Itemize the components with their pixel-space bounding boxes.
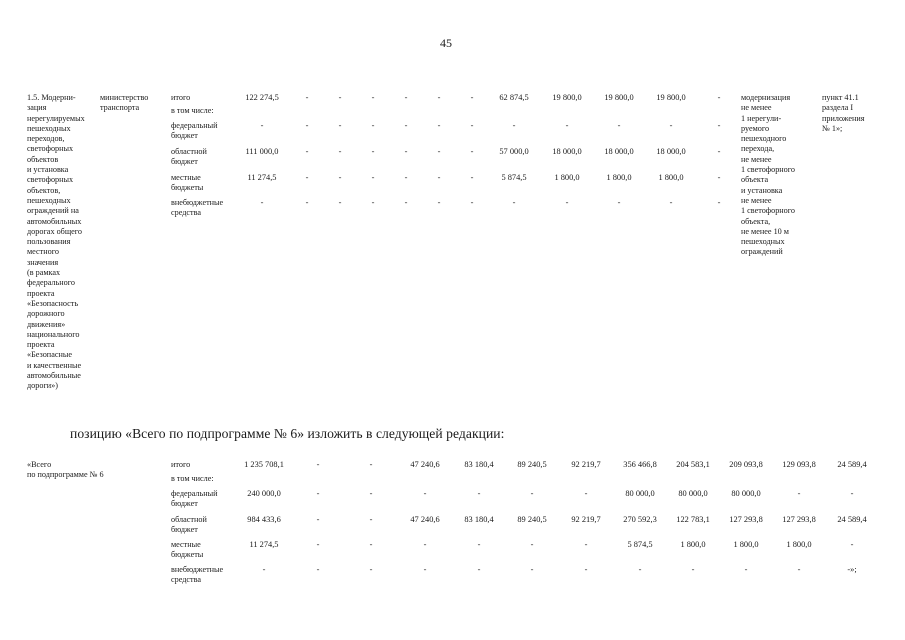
row-label: внебюджетные средства xyxy=(171,565,224,585)
table-cell: - xyxy=(477,540,481,549)
table-cell: 18 000,0 xyxy=(656,147,686,156)
table-cell: - xyxy=(530,565,534,574)
table-cell: 47 240,6 xyxy=(410,515,440,524)
table-cell: - xyxy=(369,540,373,549)
row-label: внебюджетные средства xyxy=(171,198,224,218)
table-cell: - xyxy=(470,147,474,156)
table-cell: 80 000,0 xyxy=(731,489,761,498)
table-cell: - xyxy=(797,565,801,574)
table-cell: - xyxy=(470,121,474,130)
table-cell: 1 800,0 xyxy=(733,540,759,549)
table-cell: - xyxy=(371,173,375,182)
table-cell: - xyxy=(371,121,375,130)
table-cell: 1 800,0 xyxy=(786,540,812,549)
table-cell: 11 274,5 xyxy=(249,540,279,549)
table-cell: 127 293,8 xyxy=(782,515,816,524)
table-cell: - xyxy=(850,540,854,549)
table-cell: - xyxy=(797,489,801,498)
row-label: местные бюджеты xyxy=(171,173,204,193)
table-cell: - xyxy=(437,198,441,207)
table-cell: 89 240,5 xyxy=(517,460,547,469)
table-cell: - xyxy=(584,489,588,498)
table-cell: - xyxy=(316,460,320,469)
table-cell: - xyxy=(316,540,320,549)
table-cell: - xyxy=(584,540,588,549)
table-cell: - xyxy=(477,489,481,498)
table-cell: 19 800,0 xyxy=(552,93,582,102)
table-cell: 47 240,6 xyxy=(410,460,440,469)
table-cell: - xyxy=(850,489,854,498)
table-cell: 209 093,8 xyxy=(729,460,763,469)
table-cell: - xyxy=(404,198,408,207)
table-cell: 11 274,5 xyxy=(247,173,277,182)
table-cell: - xyxy=(404,121,408,130)
table-cell: - xyxy=(717,147,721,156)
table-cell: - xyxy=(338,93,342,102)
table-cell: 19 800,0 xyxy=(656,93,686,102)
table-cell: 57 000,0 xyxy=(499,147,529,156)
table-cell: 204 583,1 xyxy=(676,460,710,469)
table-cell: - xyxy=(437,93,441,102)
table-cell: - xyxy=(617,121,621,130)
table-cell: - xyxy=(338,121,342,130)
table-cell: - xyxy=(717,173,721,182)
table-cell: - xyxy=(437,121,441,130)
table-cell: 1 800,0 xyxy=(554,173,580,182)
page-number: 45 xyxy=(440,36,452,50)
table-cell: 270 592,3 xyxy=(623,515,657,524)
table-cell: - xyxy=(371,147,375,156)
table-cell: 1 800,0 xyxy=(606,173,632,182)
table-cell: - xyxy=(617,198,621,207)
table-cell: 92 219,7 xyxy=(571,515,601,524)
table-cell: 24 589,4 xyxy=(837,515,867,524)
table-cell: - xyxy=(404,93,408,102)
table-cell: - xyxy=(260,121,264,130)
measure-name: 1.5. Модерни- зация нерегулируемых пешеходных переходов, светофорных объектов и установка светофорных объектов, пешеходных ограждений на автомобильных дорогах общего пользования местного значения (в рамках федерального проекта «Безопасность дорожного движения» национального проекта «Безопасные и качественные автомобильные дороги») xyxy=(27,93,85,391)
table-cell: - xyxy=(316,489,320,498)
table-cell: 1 800,0 xyxy=(680,540,706,549)
table-cell: - xyxy=(371,93,375,102)
table-cell: 80 000,0 xyxy=(678,489,708,498)
table-cell: - xyxy=(305,93,309,102)
expected-result: модернизация не менее 1 нерегули- руемого пешеходного перехода, не менее 1 светофорного объекта и установка не менее 1 светофорного объекта, не менее 10 м пешеходных ограждений xyxy=(741,93,796,257)
table-cell: - xyxy=(338,173,342,182)
table-cell: - xyxy=(305,121,309,130)
table-cell: - xyxy=(369,565,373,574)
table-cell: -»; xyxy=(847,565,857,574)
table-cell: - xyxy=(584,565,588,574)
table-cell: - xyxy=(638,565,642,574)
table-cell: 127 293,8 xyxy=(729,515,763,524)
table-cell: 129 093,8 xyxy=(782,460,816,469)
table-cell: - xyxy=(512,198,516,207)
table-cell: 356 466,8 xyxy=(623,460,657,469)
instruction-text: позицию «Всего по подпрограмме № 6» изложить в следующей редакции: xyxy=(70,426,505,441)
table-cell: - xyxy=(305,147,309,156)
table-cell: - xyxy=(369,489,373,498)
table-cell: - xyxy=(371,198,375,207)
table-cell: - xyxy=(316,515,320,524)
table-cell: 111 000,0 xyxy=(245,147,279,156)
table-cell: - xyxy=(530,540,534,549)
table-cell: 122 274,5 xyxy=(245,93,279,102)
table-cell: 80 000,0 xyxy=(625,489,655,498)
table-cell: - xyxy=(565,121,569,130)
table-cell: - xyxy=(717,93,721,102)
table-cell: 984 433,6 xyxy=(247,515,281,524)
row-label: итого xyxy=(171,460,191,469)
table-cell: 240 000,0 xyxy=(247,489,281,498)
table-cell: - xyxy=(717,121,721,130)
table-cell: 19 800,0 xyxy=(604,93,634,102)
table-cell: 92 219,7 xyxy=(571,460,601,469)
table-cell: - xyxy=(423,489,427,498)
table-cell: - xyxy=(260,198,264,207)
table-cell: - xyxy=(565,198,569,207)
table-cell: - xyxy=(338,198,342,207)
table-cell: - xyxy=(437,173,441,182)
table-cell: 5 874,5 xyxy=(501,173,527,182)
table-cell: - xyxy=(369,515,373,524)
table-cell: 83 180,4 xyxy=(464,515,494,524)
table-cell: 18 000,0 xyxy=(604,147,634,156)
table-cell: - xyxy=(369,460,373,469)
table-cell: 62 874,5 xyxy=(499,93,529,102)
table-cell: - xyxy=(470,93,474,102)
table-cell: - xyxy=(423,565,427,574)
table-cell: - xyxy=(404,173,408,182)
table-cell: 122 783,1 xyxy=(676,515,710,524)
table-cell: - xyxy=(669,198,673,207)
table-cell: - xyxy=(404,147,408,156)
table-cell: - xyxy=(744,565,748,574)
table-cell: - xyxy=(262,565,266,574)
table-cell: - xyxy=(470,198,474,207)
table-cell: 83 180,4 xyxy=(464,460,494,469)
table-cell: 24 589,4 xyxy=(837,460,867,469)
row-label: в том числе: xyxy=(171,106,214,115)
executor: министерство транспорта xyxy=(100,93,149,113)
table-cell: - xyxy=(305,198,309,207)
table-cell: 18 000,0 xyxy=(552,147,582,156)
row-label: итого xyxy=(171,93,191,102)
table-cell: - xyxy=(437,147,441,156)
table-cell: 1 800,0 xyxy=(658,173,684,182)
table-cell: - xyxy=(669,121,673,130)
table-cell: - xyxy=(316,565,320,574)
table-cell: - xyxy=(691,565,695,574)
table-cell: - xyxy=(305,173,309,182)
row-label: в том числе: xyxy=(171,474,214,483)
total-label: «Всего по подпрограмме № 6 xyxy=(27,460,104,480)
row-label: местные бюджеты xyxy=(171,540,204,560)
table-cell: - xyxy=(530,489,534,498)
table-cell: - xyxy=(477,565,481,574)
table-cell: 89 240,5 xyxy=(517,515,547,524)
table-cell: - xyxy=(338,147,342,156)
table-cell: - xyxy=(470,173,474,182)
row-label: областной бюджет xyxy=(171,515,207,535)
table-cell: - xyxy=(717,198,721,207)
row-label: федеральный бюджет xyxy=(171,121,218,141)
table-cell: 5 874,5 xyxy=(627,540,653,549)
table-cell: - xyxy=(512,121,516,130)
row-label: федеральный бюджет xyxy=(171,489,218,509)
row-label: областной бюджет xyxy=(171,147,207,167)
table-cell: 1 235 708,1 xyxy=(244,460,284,469)
reference: пункт 41.1 раздела I приложения № 1»; xyxy=(822,93,865,133)
table-cell: - xyxy=(423,540,427,549)
